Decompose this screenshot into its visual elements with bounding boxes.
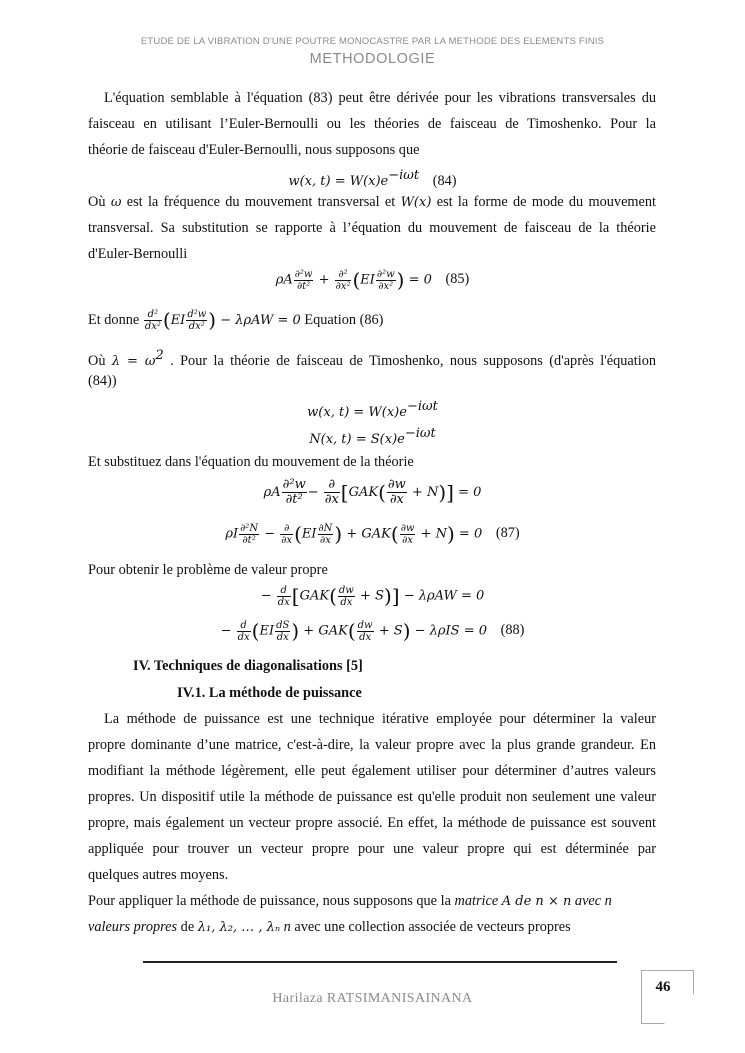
paragraph-line: valeurs propres de λ₁, λ₂, … , λₙ n avec une collection associée de vecteurs propres xyxy=(88,919,571,935)
footer-author: Harilaza RATSIMANISAINANA xyxy=(272,991,473,1006)
paragraph-line: La méthode de puissance est une technique itérative employée pour déterminer la valeur xyxy=(104,711,656,727)
eq84-exponent: −iωt xyxy=(388,168,420,183)
subsection-heading: IV.1. La méthode de puissance xyxy=(177,685,362,701)
eigenvalues-symbol: λ₁, λ₂, … , λₙ xyxy=(197,920,281,935)
eq86-intro: Et donne xyxy=(88,311,140,328)
eq84-body: w(x, t) = W(x)e xyxy=(288,173,389,189)
matrix-symbol: A de n × n xyxy=(501,894,572,909)
eq85-number: (85) xyxy=(445,271,470,288)
eq88-number: (88) xyxy=(500,622,525,639)
paragraph-line: Pour obtenir le problème de valeur propre xyxy=(88,562,328,578)
page-number-box xyxy=(641,970,694,1024)
mode-shape-symbol: W(x) xyxy=(400,195,432,210)
equation-88b: − $\frac{d}{dx}$ (EI $\frac{dS}{dx}$ ) + GAK( $\frac{dw}{dx}$ + S) − λρIS = 0 (88) xyxy=(220,619,525,643)
equation-88a: − $\frac{d}{dx}$ [GAK( $\frac{dw}{dx}$ + S)] − λρAW = 0 xyxy=(260,584,485,608)
eq86-label: Equation (86) xyxy=(304,311,384,328)
omega-symbol: ω xyxy=(110,195,122,210)
chapter-title: METHODOLOGIE xyxy=(309,51,436,67)
eq84-number: (84) xyxy=(432,172,457,189)
paragraph-line: théorie de faisceau d'Euler-Bernoulli, nous supposons que xyxy=(88,142,420,158)
paragraph-line: propre, mais également un vecteur propre associé. En effet, la méthode de puissance est souvent xyxy=(88,815,656,831)
eq87-number: (87) xyxy=(495,525,520,542)
page-curl xyxy=(664,994,694,1024)
footer-rule xyxy=(143,961,617,963)
paragraph-line: transversal. Sa substitution se rapporte à l’équation du mouvement de faisceau de la théorie xyxy=(88,220,656,236)
paragraph-line: d'Euler-Bernoulli xyxy=(88,246,188,262)
equation-84 xyxy=(0,168,745,190)
equation-timoshenko-w: w(x, $t) = W(x)e^{-i\omega t}$ xyxy=(307,399,438,420)
running-header: ETUDE DE LA VIBRATION D'UNE POUTRE MONOCASTRE PAR LA METHODE DES ELEMENTS FINIS xyxy=(140,36,605,47)
paragraph-line: quelques autres moyens. xyxy=(88,867,229,883)
paragraph-line: modifiant la méthode légèrement, elle peut également utiliser pour déterminer d’autres valeurs xyxy=(88,763,656,779)
paragraph-line: appliquée pour trouver un vecteur propre pour une valeur propre qui est déterminée par xyxy=(88,841,656,857)
paragraph-line: propres. Un dispositif utile la méthode de puissance est qu'elle produit non seulement une valeur xyxy=(88,789,656,805)
equation-87b: ρI $\frac{\text{∂²N}}{\text{∂t²}}$ − $\frac{\partial}{\partial x}$ (EI $\frac{\partial N}{\partial x}$ ) + GAK( $\frac{\partial w}{\partial x}$ + N) = 0 (87) xyxy=(225,522,520,546)
paragraph-line: Où ω est la fréquence du mouvement transversal et W(x) est la forme de mode du mouvement xyxy=(88,194,657,210)
paragraph-line: L'équation semblable à l'équation (83) peut être dérivée pour les vibrations transversales du xyxy=(104,90,656,106)
paragraph-line: Pour appliquer la méthode de puissance, nous supposons que la matrice A de n × n avec n xyxy=(88,893,612,909)
equation-87a: ρA $\frac{\text{∂²w}}{\text{∂t²}}$ − $\frac{\partial}{\partial x}$ [GAK( $\frac{\partial w}{\partial x}$ + N)] = 0 xyxy=(263,477,482,507)
section-heading: IV. Techniques de diagonalisations [5] xyxy=(133,658,363,674)
equation-85: ρA $\frac{\text{∂²w}}{\text{∂t²}}$ + $\frac{\text{∂²}}{\text{∂x²}}$ (EI $\frac{\text{∂²w}}{\text{∂x²}}$ ) = 0 (85) xyxy=(275,268,470,292)
paragraph-line: Et substituez dans l'équation du mouvement de la théorie xyxy=(88,454,414,470)
paragraph-line: (84)) xyxy=(88,373,117,389)
lambda-def: λ = ω xyxy=(111,353,156,369)
paragraph-line: faisceau en utilisant l’Euler-Bernoulli ou les théories de faisceau de Timoshenko. Pour la xyxy=(88,116,656,132)
equation-86-line: Et donne $\frac{\text{d²}}{\text{dx²}}$ (EI $\frac{\text{d²w}}{\text{dx²}}$ ) − λρAW = 0 Equation (86) xyxy=(88,308,384,332)
paragraph-line: propre dominante d’une matrice, c'est-à-dire, la valeur propre avec la plus grande grandeur. En xyxy=(88,737,656,753)
paragraph-line: Où $\lambda = \omega^2$ . Pour la théorie de faisceau de Timoshenko, nous supposons (d'après l'équation xyxy=(88,348,657,369)
equation-timoshenko-n: N(x, $t) = S(x)e^{-i\omega t}$ xyxy=(309,426,436,447)
page-number: 46 xyxy=(655,979,671,995)
